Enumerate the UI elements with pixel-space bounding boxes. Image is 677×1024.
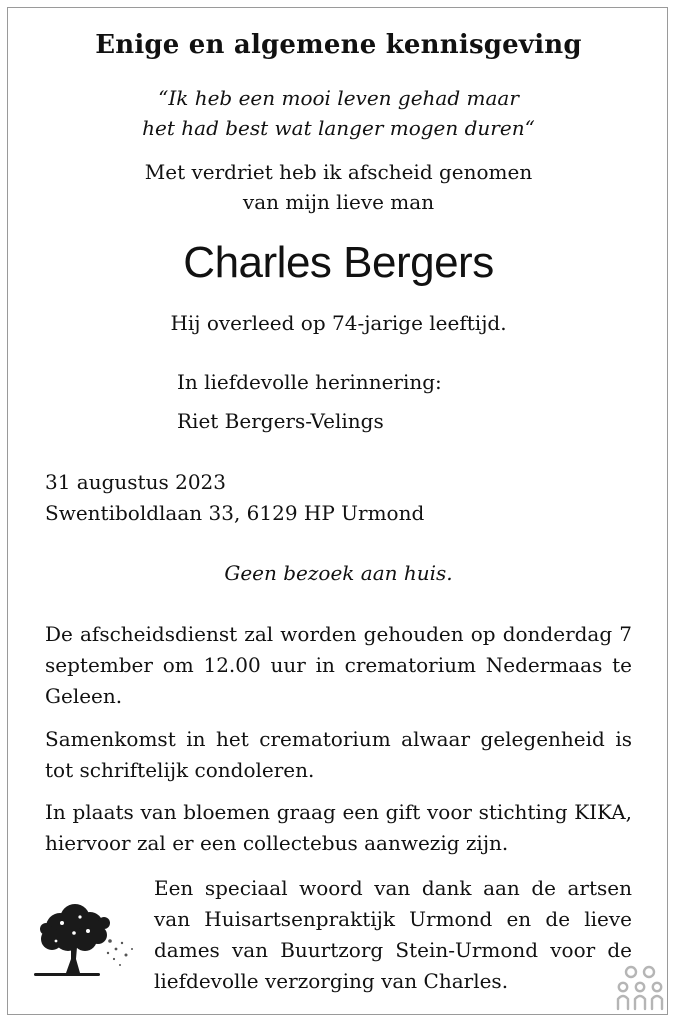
- memory-name: Riet Bergers-Velings: [177, 409, 384, 433]
- no-visit-note: Geen bezoek aan huis.: [224, 561, 453, 585]
- quote-line-2: het had best wat langer mogen duren“: [142, 116, 535, 140]
- notice-heading: Enige en algemene kennisgeving: [95, 30, 582, 60]
- memory-label: In liefdevolle herinnering:: [177, 370, 442, 394]
- quote-line-1: “Ik heb een mooi leven gehad maar: [158, 86, 519, 110]
- intro-line-1: Met verdriet heb ik afscheid genomen: [144, 160, 533, 184]
- intro-line-2: van mijn lieve man: [242, 190, 435, 214]
- age-line: Hij overleed op 74-jarige leeftijd.: [170, 311, 507, 335]
- date-line: 31 augustus 2023: [45, 470, 226, 494]
- gathering-paragraph: Samenkomst in het crematorium alwaar gelegenheid is tot schriftelijk condoleren.: [45, 727, 632, 782]
- donation-paragraph: In plaats van bloemen graag een gift voor stichting KIKA, hiervoor zal er een collectebus aanwezig zijn.: [45, 800, 632, 855]
- service-paragraph: De afscheidsdienst zal worden gehouden op donderdag 7 september om 12.00 uur in crematorium Nedermaas te Geleen.: [45, 622, 632, 708]
- address-line: Swentiboldlaan 33, 6129 HP Urmond: [45, 501, 425, 525]
- people-group-icon: [615, 963, 665, 1013]
- tree-illustration: [30, 897, 140, 989]
- thanks-paragraph: Een speciaal woord van dank aan de artsen van Huisartsenpraktijk Urmond en de lieve dames van Buurtzorg Stein-Urmond voor de liefdevolle verzorging van Charles.: [154, 876, 632, 993]
- deceased-name: Charles Bergers: [183, 238, 494, 287]
